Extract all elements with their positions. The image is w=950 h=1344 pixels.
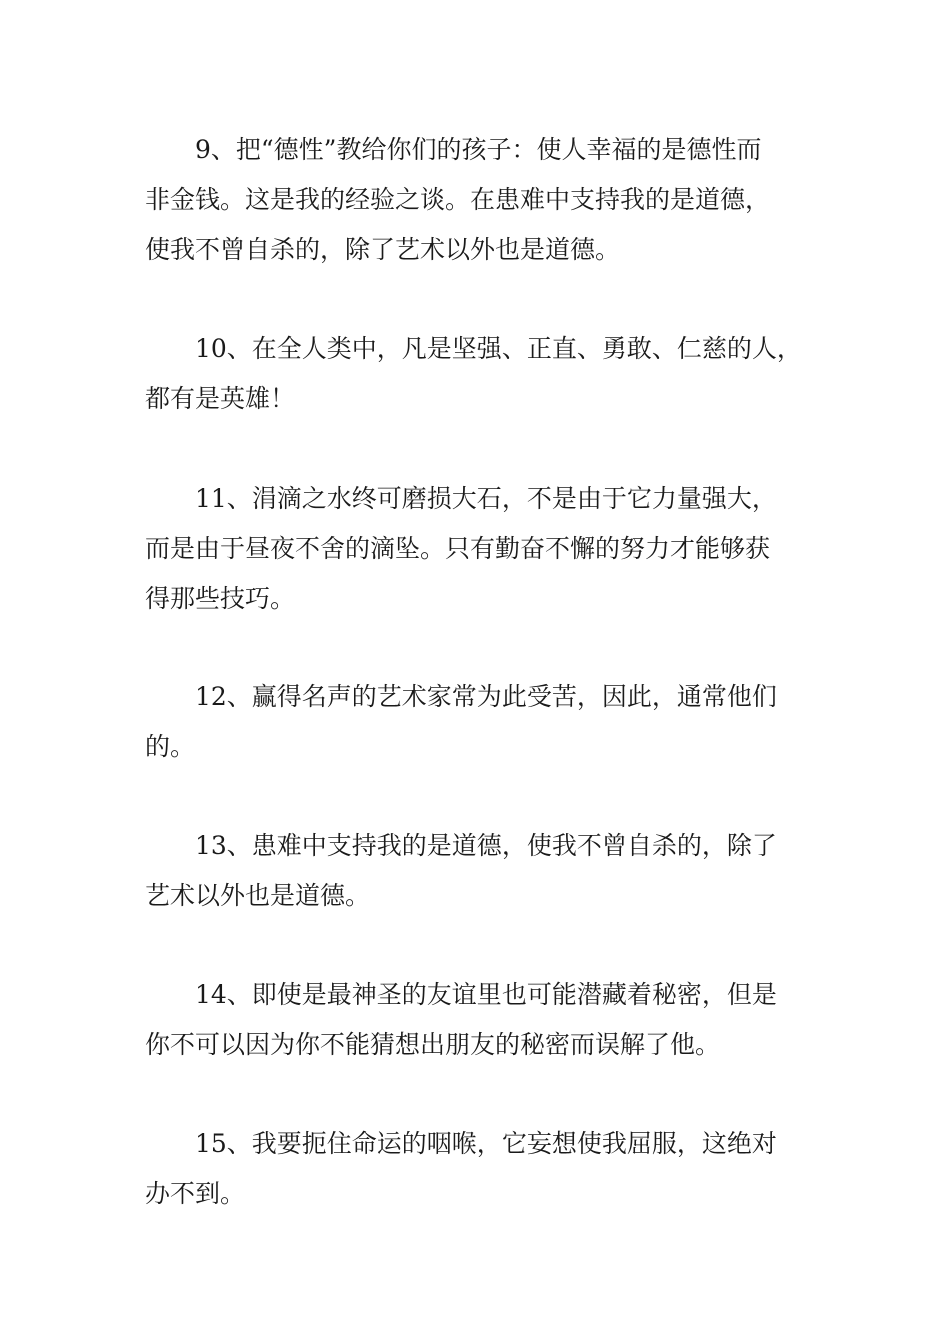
paragraph-line: 12、赢得名声的艺术家常为此受苦，因此，通常他们 [195,682,777,711]
paragraph-line: 的。 [145,732,196,761]
paragraph-line: 13、患难中支持我的是道德，使我不曾自杀的，除了 [195,831,777,860]
quote-paragraph-10 [145,324,810,424]
paragraph-line: 14、即使是最神圣的友谊里也可能潜藏着秘密，但是 [195,980,777,1009]
paragraph-line: 办不到。 [145,1179,246,1208]
paragraph-line: 得那些技巧。 [145,584,296,613]
paragraph-line: 都有是英雄！ [145,384,296,413]
paragraph-line: 你不可以因为你不能猜想出朋友的秘密而误解了他。 [145,1030,721,1059]
paragraph-line: 使我不曾自杀的，除了艺术以外也是道德。 [145,235,621,264]
quote-paragraph-12 [145,672,810,772]
quote-paragraph-15 [145,1119,810,1219]
paragraph-line: 9、把“德性”教给你们的孩子：使人幸福的是德性而 [195,135,762,164]
quote-paragraph-14 [145,970,810,1070]
paragraph-line: 11、涓滴之水终可磨损大石，不是由于它力量强大， [195,484,777,513]
paragraph-line: 而是由于昼夜不舍的滴坠。只有勤奋不懈的努力才能够获 [145,534,771,563]
paragraph-line: 非金钱。这是我的经验之谈。在患难中支持我的是道德， [145,185,771,214]
paragraph-line: 15、我要扼住命运的咽喉，它妄想使我屈服，这绝对 [195,1129,777,1158]
quote-paragraph-9 [145,125,810,275]
paragraph-line: 艺术以外也是道德。 [145,881,371,910]
paragraph-line: 10、在全人类中，凡是坚强、正直、勇敢、仁慈的人， [195,334,802,363]
quote-paragraph-13 [145,821,810,921]
quote-paragraph-11 [145,474,810,624]
